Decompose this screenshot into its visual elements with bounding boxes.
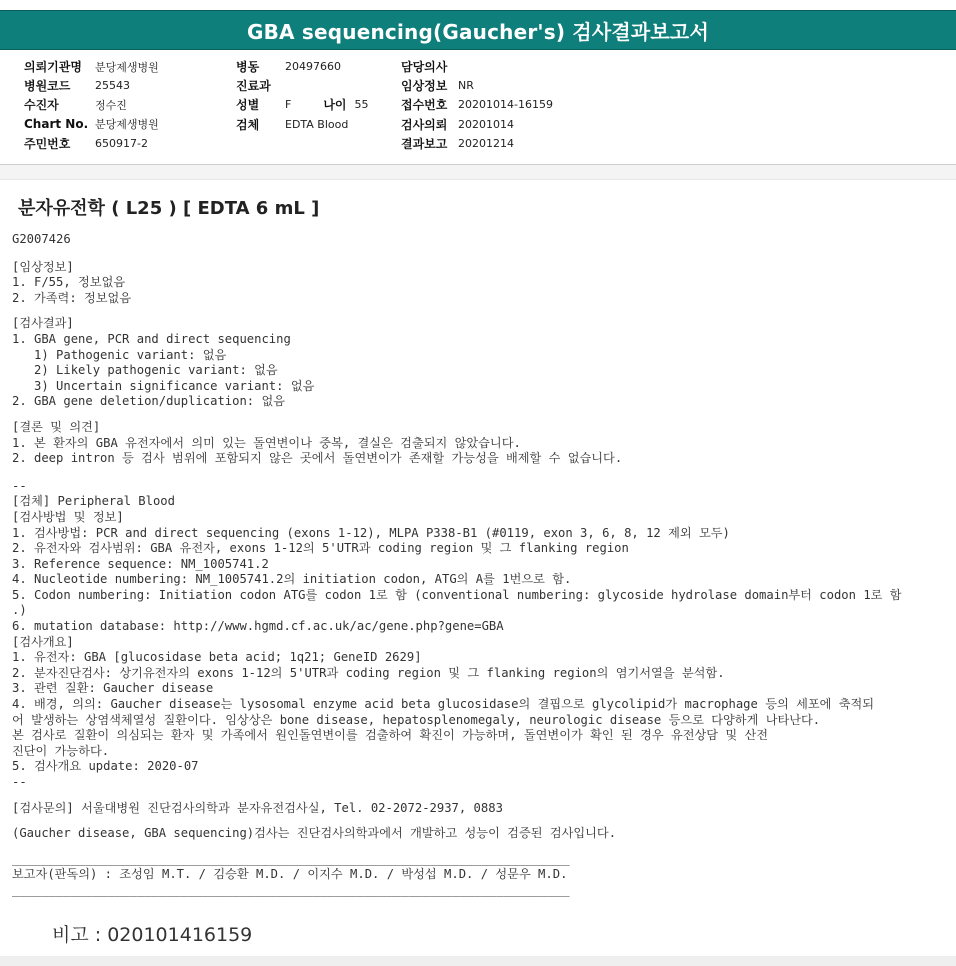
method-line: 1. 검사방법: PCR and direct sequencing (exons 1-12), MLPA P338-B1 (#0119, exon 3, 6, 8, 12 제외 모두) (12, 525, 730, 540)
bottom-strip (0, 956, 956, 966)
reporters-line: 보고자(판독의) : 조성임 M.T. / 김승환 M.D. / 이지수 M.D. / 박성섭 M.D. / 성문우 M.D. (12, 867, 568, 882)
results-heading: [검사결과] (12, 316, 74, 331)
info-row-patient (24, 95, 159, 114)
info-value: 분당제생병원 (95, 118, 159, 132)
clinical-info-block (12, 260, 947, 307)
results-line: 3) Uncertain significance variant: 없음 (12, 378, 315, 393)
info-row-specimen (236, 115, 369, 134)
info-row-physician (401, 57, 553, 76)
report-title-bar (0, 10, 956, 50)
info-row-ward (236, 57, 369, 76)
info-row-receipt-no (401, 95, 553, 114)
info-row-institution (24, 57, 159, 76)
method-line: [검사방법 및 정보] (12, 509, 124, 524)
info-label: 병동 (236, 60, 260, 75)
method-line: 본 검사로 질환이 의심되는 환자 및 가족에서 원인돌연변이를 검출하여 확진이 가능하며, 돌연변이가 확인 된 경우 유전상담 및 산전 (12, 728, 769, 743)
method-line: 진단이 가능하다. (12, 743, 110, 758)
info-value: 20497660 (285, 60, 341, 74)
patient-info-panel (0, 48, 956, 165)
info-label: 의뢰기관명 (24, 60, 82, 75)
inquiry-line: [검사문의] 서울대병원 진단검사의학과 분자유전검사실, Tel. 02-2072-2937, 0883 (12, 800, 503, 815)
info-label: 진료과 (236, 79, 271, 94)
info-row-chart-no (24, 115, 159, 134)
conclusion-line: 1. 본 환자의 GBA 유전자에서 의미 있는 돌연변이나 중복, 결실은 검출되지 않았습니다. (12, 435, 521, 450)
info-value-age: 55 (354, 98, 369, 112)
divider-rule: ____________________________________________________________________________ (12, 882, 570, 897)
info-value-sex: F (285, 98, 292, 112)
results-line: 2) Likely pathogenic variant: 없음 (12, 363, 278, 378)
info-column-2 (236, 57, 369, 134)
remark-label: 비고 (52, 924, 89, 946)
info-value: 650917-2 (95, 136, 148, 150)
separator-strip (0, 165, 956, 180)
method-line: [검사개요] (12, 634, 74, 649)
method-line: -- (12, 775, 27, 789)
remark-value: 020101416159 (107, 924, 253, 946)
info-label: 주민번호 (24, 136, 71, 151)
method-line: 1. 유전자: GBA [glucosidase beta acid; 1q21; GeneID 2629] (12, 650, 422, 665)
info-value: 20201014 (458, 117, 514, 131)
conclusion-line: 2. deep intron 등 검사 범위에 포함되지 않은 곳에서 돌연변이가 존재할 가능성을 배제할 수 없습니다. (12, 451, 623, 466)
divider-rule: ____________________________________________________________________________ (12, 851, 570, 866)
method-line: 6. mutation database: http://www.hgmd.cf.ac.uk/ac/gene.php?gene=GBA (12, 619, 504, 634)
clinical-info-line: 2. 가족력: 정보없음 (12, 290, 132, 305)
info-value: 25543 (95, 79, 130, 93)
report-title: GBA sequencing(Gaucher's) 검사결과보고서 (247, 19, 709, 44)
info-value: 20201214 (458, 136, 514, 150)
clinical-info-line: 1. F/55, 정보없음 (12, 275, 126, 290)
info-label: 담당의사 (401, 60, 448, 75)
method-line: -- (12, 478, 27, 493)
method-line: .) (12, 603, 27, 618)
info-label: 결과보고 (401, 136, 448, 151)
info-label: 검체 (236, 117, 260, 132)
info-value: NR (458, 79, 474, 93)
info-label: 성별 (236, 98, 260, 113)
info-row-sex-age (236, 95, 369, 114)
report-id: G2007426 (12, 232, 71, 246)
method-line: 2. 유전자와 검사범위: GBA 유전자, exons 1-12의 5'UTR과 coding region 및 그 flanking region (12, 541, 629, 556)
info-value: 20201014-16159 (458, 98, 553, 112)
info-row-clinical-info (401, 76, 553, 95)
section-header: 분자유전학 ( L25 ) [ EDTA 6 mL ] (18, 198, 320, 219)
conclusion-heading: [결론 및 의견] (12, 419, 101, 434)
method-line: [검체] Peripheral Blood (12, 494, 175, 509)
info-label: 병원코드 (24, 79, 71, 94)
method-line: 5. Codon numbering: Initiation codon ATG를 codon 1로 함 (conventional numbering: glycoside hydrolase domain부터 codon 1로 함 (12, 587, 902, 602)
info-label-age: 나이 (323, 98, 347, 113)
validation-line: (Gaucher disease, GBA sequencing)검사는 진단검사의학과에서 개발하고 성능이 검증된 검사입니다. (12, 826, 617, 841)
info-label: 검사의뢰 (401, 117, 448, 132)
report-body (12, 232, 947, 899)
info-column-1 (24, 57, 159, 153)
info-row-resident-no (24, 134, 159, 153)
results-block (12, 316, 947, 410)
info-row-hospital-code (24, 76, 159, 95)
info-label: 임상정보 (401, 79, 448, 94)
method-line: 2. 분자진단검사: 상기유전자의 exons 1-12의 5'UTR과 coding region 및 그 flanking region의 염기서열을 분석함. (12, 665, 725, 680)
remark: 비고 : 020101416159 (52, 924, 253, 946)
method-block (12, 479, 947, 791)
method-line: 4. Nucleotide numbering: NM_1005741.2의 initiation codon, ATG의 A를 1번으로 함. (12, 572, 572, 587)
results-line: 2. GBA gene deletion/duplication: 없음 (12, 394, 286, 409)
info-label: Chart No. (24, 117, 89, 132)
info-value: 정수진 (95, 98, 127, 112)
method-line: 3. Reference sequence: NM_1005741.2 (12, 556, 269, 571)
method-line: 어 발생하는 상염색체열성 질환이다. 임상상은 bone disease, hepatosplenomegaly, neurologic disease 등으로 다양하게 나타난다. (12, 712, 821, 727)
info-label: 접수번호 (401, 98, 448, 113)
info-row-request-date (401, 115, 553, 134)
method-line: 5. 검사개요 update: 2020-07 (12, 759, 199, 774)
method-line: 3. 관련 질환: Gaucher disease (12, 681, 214, 696)
info-column-3 (401, 57, 553, 153)
conclusion-block (12, 420, 947, 467)
info-row-report-date (401, 134, 553, 153)
method-line: 4. 배경, 의의: Gaucher disease는 lysosomal enzyme acid beta glucosidase의 결핍으로 glycolipid가 macrophage 등의 세포에 축적되 (12, 697, 875, 712)
info-label: 수진자 (24, 98, 59, 113)
clinical-info-heading: [임상정보] (12, 259, 74, 274)
info-row-department (236, 76, 369, 95)
info-value: EDTA Blood (285, 117, 349, 131)
info-value: 분당제생병원 (95, 60, 159, 74)
results-line: 1) Pathogenic variant: 없음 (12, 347, 227, 362)
results-line: 1. GBA gene, PCR and direct sequencing (12, 331, 291, 346)
